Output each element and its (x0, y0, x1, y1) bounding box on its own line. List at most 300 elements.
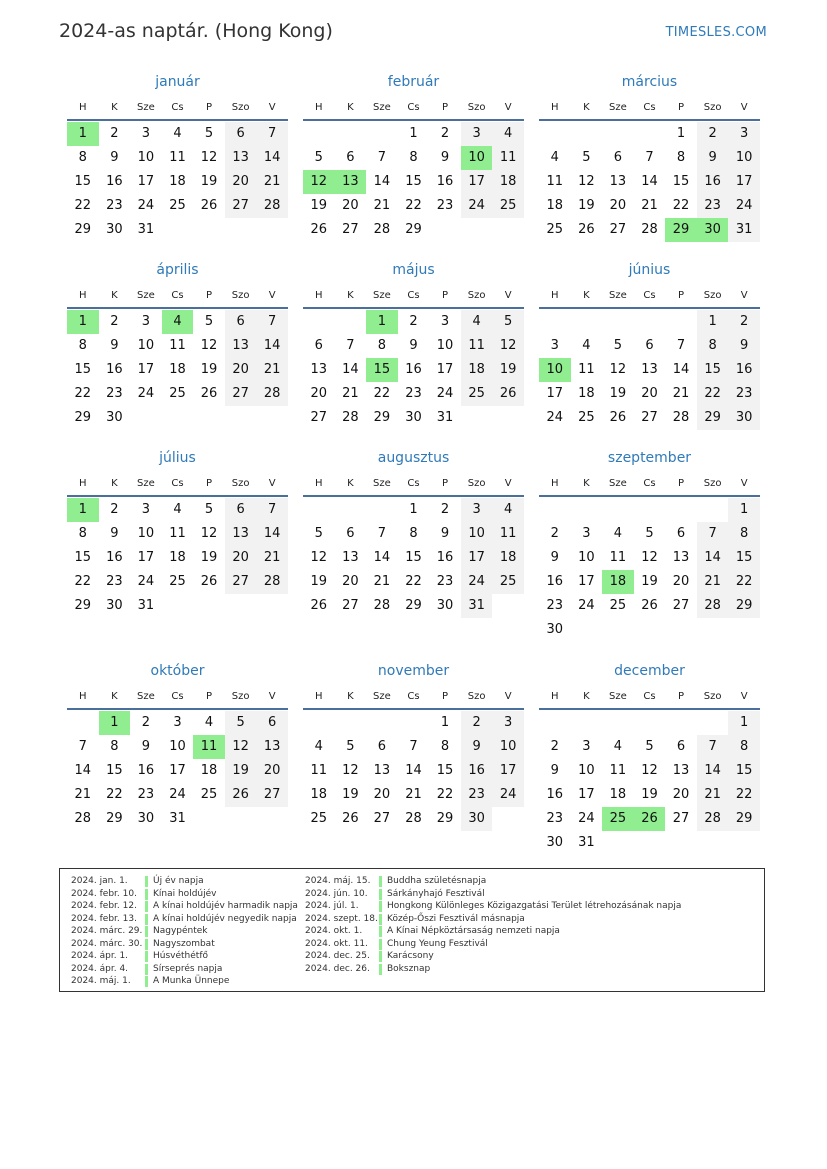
weekday-header (67, 473, 288, 497)
month-name: szeptember (607, 450, 692, 466)
day-cell: 4 (613, 739, 623, 754)
day-cell: 20 (256, 759, 288, 783)
day-cell: 21 (256, 170, 288, 194)
day-cell: 11 (169, 338, 186, 353)
day-cell: 10 (137, 526, 155, 541)
day-cell: 25 (169, 574, 186, 589)
day-cell: 9 (110, 150, 119, 165)
weekday-label: H (79, 102, 87, 113)
legend-date: 2024. febr. 10. (71, 888, 137, 899)
weekday-label: Sze (137, 691, 155, 702)
day-cell: 19 (578, 198, 595, 213)
day-cell: 3 (582, 526, 591, 541)
day-cell: 11 (578, 362, 595, 377)
legend-date: 2024. febr. 13. (71, 913, 137, 924)
legend-row (305, 938, 681, 951)
day-cell: 16 (405, 362, 422, 377)
day-cell: 14 (256, 146, 288, 170)
month-8 (303, 448, 524, 661)
weekday-label: Cs (643, 478, 656, 489)
weekday-label: Szo (231, 691, 250, 702)
month-name: január (155, 74, 200, 90)
day-cell: 18 (200, 763, 218, 778)
legend-row (71, 913, 298, 926)
day-cell: 9 (110, 338, 119, 353)
legend-marker (145, 951, 148, 962)
day-cell: 8 (377, 338, 387, 353)
day-cell: 1 (67, 122, 99, 146)
day-cell: 17 (137, 362, 155, 377)
day-cell: 24 (137, 198, 155, 213)
day-cell: 20 (225, 358, 257, 382)
day-cell: 14 (672, 362, 690, 377)
empty-cell (303, 310, 335, 334)
weekday-label: H (79, 478, 87, 489)
day-cell: 21 (697, 570, 729, 594)
legend-holiday-name: Buddha születésnapja (387, 876, 487, 886)
day-cell: 30 (106, 222, 123, 237)
weekday-header (67, 686, 288, 710)
day-cell: 13 (225, 334, 257, 358)
day-cell: 21 (405, 787, 422, 802)
legend-marker (379, 889, 382, 900)
weekday-label: Cs (171, 290, 184, 301)
day-cell: 12 (200, 150, 218, 165)
day-cell: 7 (676, 338, 686, 353)
weekday-label: V (740, 290, 748, 301)
day-cell: 1 (728, 498, 760, 522)
day-cell: 23 (405, 386, 422, 401)
day-cell: 12 (641, 763, 658, 778)
weekday-label: K (347, 478, 354, 489)
day-cell: 11 (609, 550, 627, 565)
legend-date: 2024. júl. 1. (305, 901, 359, 911)
day-cell: 9 (550, 763, 559, 778)
day-cell: 16 (436, 174, 454, 189)
day-cell: 31 (169, 811, 186, 826)
day-cell: 7 (256, 498, 288, 522)
day-cell: 16 (106, 174, 123, 189)
weekday-label: H (551, 691, 559, 702)
day-cell: 4 (173, 502, 182, 517)
day-cell: 24 (546, 410, 564, 425)
day-cell: 2 (440, 502, 450, 517)
day-cell: 5 (204, 126, 214, 141)
day-cell: 26 (310, 598, 328, 613)
weekday-label: Sze (137, 290, 155, 301)
day-cell: 3 (728, 122, 760, 146)
day-cell: 11 (193, 735, 225, 759)
day-cell: 17 (578, 574, 595, 589)
day-cell: 4 (314, 739, 323, 754)
page-title: 2024-as naptár. (Hong Kong) (59, 20, 333, 42)
month-name: december (614, 663, 685, 679)
day-cell: 15 (106, 763, 123, 778)
weekday-label: V (268, 102, 276, 113)
day-cell: 27 (342, 598, 359, 613)
day-cell: 17 (436, 362, 454, 377)
weekday-label: Szo (467, 290, 486, 301)
day-cell: 29 (373, 410, 391, 425)
month-9 (539, 448, 760, 661)
day-cell: 24 (461, 194, 493, 218)
legend-holiday-name: Közép-Őszi Fesztivál másnapja (387, 913, 525, 924)
weekday-label: Szo (467, 102, 486, 113)
day-cell: 14 (697, 546, 729, 570)
empty-cell (571, 310, 603, 334)
weekday-label: Cs (171, 102, 184, 113)
legend-holiday-name: Karácsony (387, 951, 434, 961)
day-cell: 25 (546, 222, 564, 237)
day-cell: 19 (310, 574, 328, 589)
day-cell: 15 (74, 362, 92, 377)
day-cell: 19 (641, 574, 658, 589)
day-cell: 23 (137, 787, 155, 802)
day-cell: 21 (672, 386, 690, 401)
weekday-label: P (442, 691, 449, 702)
day-cell: 18 (578, 386, 595, 401)
month-name: június (628, 262, 671, 278)
legend-holiday-name: A kínai holdújév harmadik napja (153, 901, 298, 911)
weekday-label: Sze (373, 478, 391, 489)
day-cell: 4 (492, 498, 524, 522)
empty-cell (571, 122, 603, 146)
weekday-label: V (740, 691, 748, 702)
day-cell: 11 (609, 763, 627, 778)
day-cell: 1 (697, 310, 729, 334)
day-cell: 7 (78, 739, 87, 754)
day-cell: 31 (137, 598, 155, 613)
day-cell: 4 (162, 310, 194, 334)
day-cell: 28 (342, 410, 359, 425)
day-cell: 8 (440, 739, 450, 754)
empty-cell (335, 122, 367, 146)
day-cell: 11 (169, 150, 186, 165)
legend-date: 2024. dec. 26. (305, 963, 370, 974)
weekday-label: Sze (137, 478, 155, 489)
day-grid (67, 711, 288, 831)
weekday-label: K (111, 290, 118, 301)
weekday-label: K (347, 691, 354, 702)
month-3 (539, 72, 760, 260)
day-cell: 12 (303, 170, 335, 194)
day-cell: 13 (225, 146, 257, 170)
weekday-label: Szo (703, 478, 722, 489)
day-cell: 6 (256, 711, 288, 735)
day-cell: 10 (578, 550, 595, 565)
legend-holiday-name: Sárkányhajó Fesztivál (387, 888, 485, 899)
day-cell: 4 (550, 150, 559, 165)
weekday-label: V (740, 478, 748, 489)
day-cell: 7 (256, 310, 288, 334)
weekday-header (303, 97, 524, 121)
day-grid (67, 122, 288, 242)
day-cell: 25 (492, 194, 524, 218)
day-cell: 16 (546, 787, 564, 802)
day-cell: 16 (728, 358, 760, 382)
weekday-label: Cs (407, 691, 420, 702)
day-cell: 7 (645, 150, 654, 165)
day-cell: 7 (256, 122, 288, 146)
day-cell: 1 (676, 126, 686, 141)
day-cell: 20 (609, 198, 627, 213)
day-cell: 20 (342, 198, 359, 213)
day-cell: 10 (578, 763, 595, 778)
day-cell: 17 (546, 386, 564, 401)
day-cell: 18 (602, 570, 634, 594)
day-cell: 11 (492, 522, 524, 546)
legend-marker (145, 914, 148, 925)
legend-marker (379, 914, 382, 925)
legend-holiday-name: A kínai holdújév negyedik napja (153, 913, 297, 924)
legend-row (305, 913, 681, 926)
weekday-label: Szo (467, 691, 486, 702)
day-cell: 5 (225, 711, 257, 735)
day-cell: 28 (256, 382, 288, 406)
legend-holiday-name: Chung Yeung Fesztivál (387, 938, 488, 949)
legend-marker (145, 876, 148, 887)
month-name: április (156, 262, 199, 278)
day-cell: 22 (697, 382, 729, 406)
legend-date: 2024. ápr. 1. (71, 951, 129, 961)
day-cell: 23 (436, 198, 454, 213)
day-grid (539, 711, 760, 855)
day-cell: 3 (550, 338, 559, 353)
day-cell: 13 (641, 362, 658, 377)
legend-column-2 (305, 875, 681, 975)
day-cell: 30 (137, 811, 155, 826)
day-cell: 1 (67, 310, 99, 334)
day-cell: 29 (74, 598, 92, 613)
empty-cell (634, 310, 666, 334)
day-cell: 27 (609, 222, 627, 237)
day-cell: 29 (728, 807, 760, 831)
day-cell: 10 (137, 338, 155, 353)
day-cell: 18 (461, 358, 493, 382)
day-cell: 17 (137, 174, 155, 189)
day-cell: 4 (582, 338, 591, 353)
day-cell: 31 (436, 410, 454, 425)
day-cell: 16 (697, 170, 729, 194)
day-cell: 23 (697, 194, 729, 218)
empty-cell (602, 122, 634, 146)
weekday-label: P (678, 478, 685, 489)
day-cell: 12 (200, 338, 218, 353)
legend-date: 2024. ápr. 4. (71, 963, 129, 974)
empty-cell (303, 498, 335, 522)
day-cell: 2 (110, 314, 119, 329)
weekday-label: Sze (137, 102, 155, 113)
day-cell: 6 (346, 150, 355, 165)
day-cell: 5 (314, 526, 323, 541)
day-cell: 26 (492, 382, 524, 406)
day-cell: 23 (546, 811, 564, 826)
day-cell: 18 (546, 198, 564, 213)
day-cell: 3 (440, 314, 450, 329)
day-cell: 2 (550, 739, 559, 754)
day-cell: 17 (728, 170, 760, 194)
weekday-label: Szo (231, 478, 250, 489)
day-cell: 6 (225, 122, 257, 146)
day-cell: 21 (256, 546, 288, 570)
day-cell: 23 (728, 382, 760, 406)
legend-row (71, 875, 298, 888)
day-cell: 29 (697, 406, 729, 430)
day-cell: 8 (409, 526, 418, 541)
day-cell: 2 (141, 715, 151, 730)
day-cell: 3 (141, 126, 151, 141)
day-cell: 13 (609, 174, 627, 189)
empty-cell (366, 711, 398, 735)
brand-link[interactable]: TIMESLES.COM (665, 25, 767, 40)
weekday-label: P (678, 691, 685, 702)
day-cell: 15 (74, 550, 92, 565)
day-cell: 23 (106, 386, 123, 401)
weekday-label: Cs (643, 102, 656, 113)
day-cell: 18 (169, 362, 186, 377)
day-cell: 18 (310, 787, 328, 802)
day-cell: 28 (641, 222, 658, 237)
empty-cell (602, 498, 634, 522)
weekday-label: V (504, 691, 512, 702)
day-cell: 9 (550, 550, 559, 565)
day-cell: 11 (310, 763, 328, 778)
empty-cell (697, 498, 729, 522)
day-cell: 21 (342, 386, 359, 401)
day-cell: 28 (256, 570, 288, 594)
empty-cell (602, 310, 634, 334)
day-cell: 17 (578, 787, 595, 802)
day-cell: 7 (409, 739, 418, 754)
empty-cell (539, 310, 571, 334)
day-cell: 22 (405, 198, 422, 213)
weekday-header (67, 285, 288, 309)
day-cell: 26 (342, 811, 359, 826)
day-cell: 13 (335, 170, 367, 194)
legend-date: 2024. márc. 29. (71, 926, 143, 936)
day-grid (539, 310, 760, 430)
day-cell: 15 (436, 763, 454, 778)
weekday-label: Szo (231, 102, 250, 113)
legend-row (305, 875, 681, 888)
weekday-label: P (206, 290, 213, 301)
day-cell: 6 (314, 338, 323, 353)
month-name: november (377, 663, 450, 679)
day-cell: 22 (405, 574, 422, 589)
day-cell: 21 (74, 787, 92, 802)
day-cell: 1 (728, 711, 760, 735)
day-cell: 13 (672, 763, 690, 778)
day-cell: 19 (310, 198, 328, 213)
day-cell: 19 (641, 787, 658, 802)
day-cell: 19 (225, 759, 257, 783)
day-cell: 23 (106, 198, 123, 213)
legend-row (305, 950, 681, 963)
legend-marker (379, 926, 382, 937)
day-cell: 31 (137, 222, 155, 237)
day-cell: 15 (74, 174, 92, 189)
day-cell: 21 (256, 358, 288, 382)
day-cell: 12 (641, 550, 658, 565)
day-cell: 30 (546, 622, 564, 637)
month-1 (67, 72, 288, 260)
day-cell: 28 (373, 222, 391, 237)
month-5 (303, 260, 524, 448)
day-cell: 10 (728, 146, 760, 170)
weekday-label: V (504, 290, 512, 301)
legend-holiday-name: Nagypéntek (153, 926, 208, 936)
month-name: július (159, 450, 196, 466)
day-cell: 6 (613, 150, 623, 165)
legend-marker (145, 901, 148, 912)
day-cell: 12 (609, 362, 627, 377)
weekday-label: V (268, 691, 276, 702)
day-cell: 8 (697, 334, 729, 358)
weekday-label: P (206, 102, 213, 113)
day-cell: 12 (310, 550, 328, 565)
day-cell: 6 (676, 526, 686, 541)
weekday-label: V (268, 290, 276, 301)
weekday-label: K (347, 102, 354, 113)
day-cell: 25 (602, 807, 634, 831)
day-cell: 21 (373, 574, 391, 589)
day-cell: 7 (346, 338, 355, 353)
weekday-label: H (315, 691, 323, 702)
legend-holiday-name: Húsvéthétfő (153, 951, 208, 961)
day-cell: 8 (409, 150, 418, 165)
day-cell: 25 (461, 382, 493, 406)
legend-marker (379, 951, 382, 962)
legend-row (305, 900, 681, 913)
day-cell: 21 (373, 198, 391, 213)
day-cell: 9 (110, 526, 119, 541)
weekday-label: K (111, 102, 118, 113)
day-cell: 19 (200, 550, 218, 565)
day-cell: 5 (582, 150, 591, 165)
day-cell: 12 (578, 174, 595, 189)
day-grid (303, 711, 524, 831)
weekday-label: V (740, 102, 748, 113)
empty-cell (335, 498, 367, 522)
day-cell: 11 (546, 174, 564, 189)
legend-date: 2024. máj. 15. (305, 876, 371, 886)
day-cell: 2 (697, 122, 729, 146)
day-cell: 12 (492, 334, 524, 358)
month-name: augusztus (377, 450, 450, 466)
empty-cell (539, 711, 571, 735)
legend-row (71, 938, 298, 951)
day-cell: 3 (173, 715, 182, 730)
day-cell: 22 (436, 787, 454, 802)
day-cell: 20 (672, 574, 690, 589)
day-cell: 19 (200, 174, 218, 189)
empty-cell (634, 711, 666, 735)
day-cell: 29 (74, 222, 92, 237)
day-cell: 16 (137, 763, 155, 778)
day-cell: 14 (373, 174, 391, 189)
day-cell: 13 (672, 550, 690, 565)
weekday-label: Cs (407, 478, 420, 489)
day-cell: 3 (141, 502, 151, 517)
day-cell: 24 (436, 386, 454, 401)
weekday-header (303, 686, 524, 710)
day-cell: 24 (728, 194, 760, 218)
day-cell: 23 (436, 574, 454, 589)
weekday-label: K (583, 478, 590, 489)
legend-row (71, 888, 298, 901)
legend-holiday-name: Új év napja (153, 876, 204, 886)
weekday-label: Cs (643, 691, 656, 702)
